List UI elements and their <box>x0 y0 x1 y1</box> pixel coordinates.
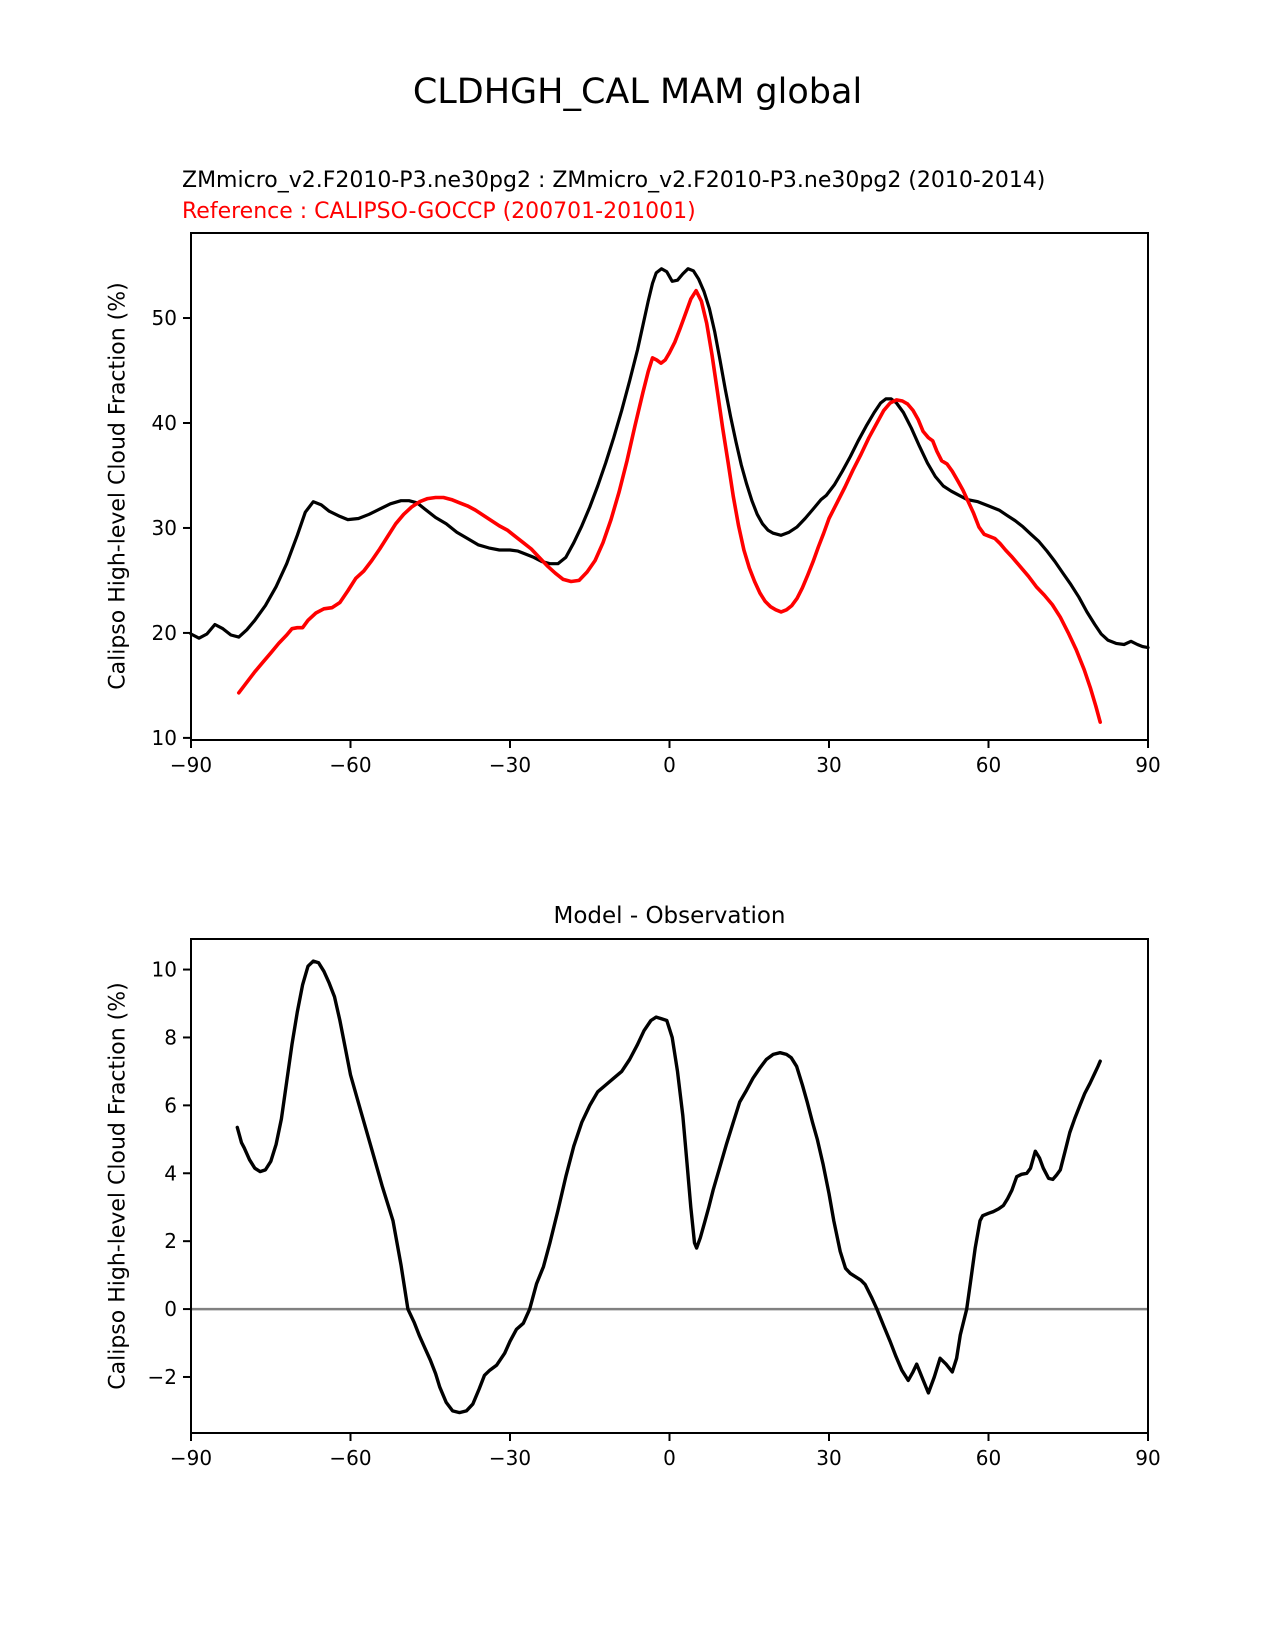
y-tick-label: 8 <box>164 1025 177 1050</box>
x-tick-label: −30 <box>488 753 532 777</box>
y-tick-label: 2 <box>164 1229 177 1254</box>
x-tick-label: −60 <box>329 1446 372 1470</box>
y-tick-label: 50 <box>151 306 177 331</box>
top-axes <box>152 233 1161 777</box>
x-tick-label: 0 <box>663 1446 676 1470</box>
figure-title: CLDHGH_CAL MAM global <box>412 72 863 112</box>
model-minus-observation-line <box>237 961 1100 1413</box>
x-tick-label: −60 <box>329 753 372 777</box>
x-tick-label: 90 <box>1135 753 1161 777</box>
axes-frame <box>191 233 1148 740</box>
y-tick-label: 10 <box>151 957 177 982</box>
y-tick-label: 40 <box>151 410 177 435</box>
y-tick-label: 20 <box>151 620 177 645</box>
reference-line <box>239 291 1100 723</box>
axes-frame <box>191 939 1148 1433</box>
x-tick-label: −90 <box>169 753 213 777</box>
x-tick-label: 60 <box>975 753 1002 777</box>
x-tick-label: 0 <box>663 753 676 777</box>
x-tick-label: −90 <box>169 1446 213 1470</box>
x-tick-label: 60 <box>975 1446 1002 1470</box>
x-tick-label: 30 <box>816 753 842 777</box>
y-tick-label: 10 <box>151 725 177 750</box>
model-line <box>191 269 1148 648</box>
x-tick-label: 30 <box>816 1446 842 1470</box>
bottom-axes <box>148 939 1161 1470</box>
bottom-panel-title: Model - Observation <box>553 903 786 929</box>
bottom-y-axis-label: Calipso High-level Cloud Fraction (%) <box>105 982 131 1390</box>
x-tick-label: −30 <box>488 1446 532 1470</box>
legend-model-label: ZMmicro_v2.F2010-P3.ne30pg2 : ZMmicro_v2.F2010-P3.ne30pg2 (2010-2014) <box>182 168 1046 193</box>
y-tick-label: 30 <box>151 515 177 540</box>
y-tick-label: −2 <box>147 1364 177 1389</box>
legend-reference-label: Reference : CALIPSO-GOCCP (200701-201001) <box>182 199 696 224</box>
y-tick-label: 0 <box>164 1297 177 1322</box>
x-tick-label: 90 <box>1135 1446 1161 1470</box>
y-tick-label: 6 <box>164 1093 177 1118</box>
top-y-axis-label: Calipso High-level Cloud Fraction (%) <box>105 282 131 690</box>
y-tick-label: 4 <box>164 1161 177 1186</box>
